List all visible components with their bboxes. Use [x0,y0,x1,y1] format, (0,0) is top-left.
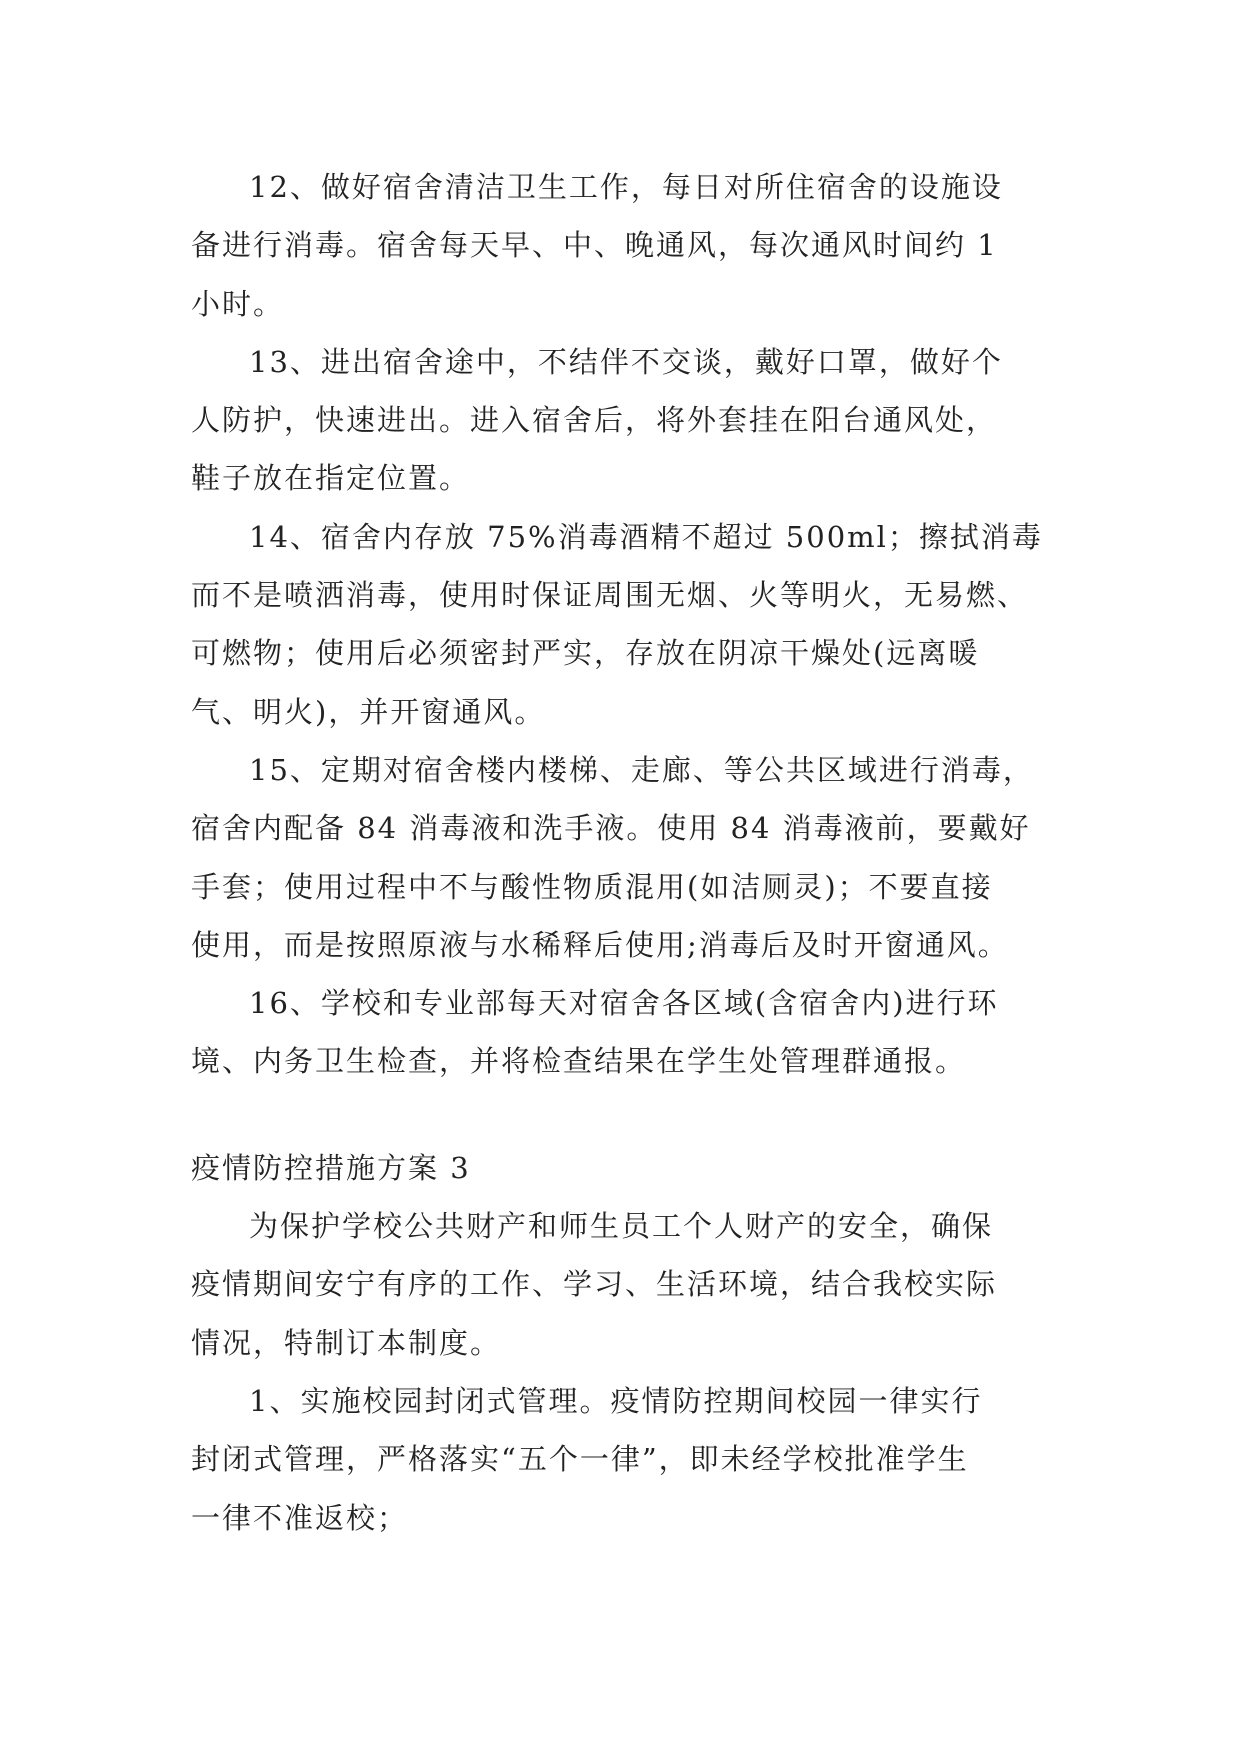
paragraph-intro [191,1197,1066,1372]
text-line: 1、实施校园封闭式管理。疫情防控期间校园一律实行 [249,1383,983,1418]
text-line: 备进行消毒。宿舍每天早、中、晚通风，每次通风时间约 1 [191,228,998,263]
text-line: 气、明火)，并开窗通风。 [191,694,546,729]
paragraph-item-1 [191,1372,1066,1547]
text-line: 为保护学校公共财产和师生员工个人财产的安全，确保 [249,1209,994,1244]
text-line: 小时。 [191,286,285,321]
document-body [191,158,1066,1547]
text-line: 13、进出宿舍途中，不结伴不交谈，戴好口罩，做好个 [249,344,1003,379]
text-line: 境、内务卫生检查，并将检查结果在学生处管理群通报。 [191,1044,967,1079]
text-line: 12、做好宿舍清洁卫生工作，每日对所住宿舍的设施设 [249,170,1003,204]
text-line: 封闭式管理，严格落实“五个一律”，即未经学校批准学生 [191,1442,969,1477]
text-line: 手套；使用过程中不与酸性物质混用(如洁厕灵)；不要直接 [191,869,993,904]
paragraph-item-13 [191,333,1066,508]
text-line: 16、学校和专业部每天对宿舍各区域(含宿舍内)进行环 [249,986,999,1021]
paragraph-item-16 [191,974,1066,1091]
section-title: 疫情防控措施方案 3 [191,1150,471,1185]
text-line: 使用，而是按照原液与水稀释后使用;消毒后及时开窗通风。 [191,927,1009,962]
text-line: 而不是喷洒消毒，使用时保证周围无烟、火等明火，无易燃、 [191,578,1029,613]
text-line: 14、宿舍内存放 75%消毒酒精不超过 500ml；擦拭消毒 [249,519,1043,554]
text-line: 鞋子放在指定位置。 [191,461,471,496]
text-line: 可燃物；使用后必须密封严实，存放在阴凉干燥处(远离暖 [191,636,980,671]
text-line: 宿舍内配备 84 消毒液和洗手液。使用 84 消毒液前，要戴好 [191,811,1031,846]
text-line: 15、定期对宿舍楼内楼梯、走廊、等公共区域进行消毒， [249,752,1034,787]
paragraph-item-14 [191,508,1066,741]
text-line: 情况，特制订本制度。 [191,1325,502,1360]
paragraph-item-12 [191,158,1066,333]
text-line: 一律不准返校； [191,1500,409,1535]
text-line: 人防护，快速进出。进入宿舍后，将外套挂在阳台通风处， [191,403,998,438]
text-line: 疫情期间安宁有序的工作、学习、生活环境，结合我校实际 [191,1267,998,1302]
paragraph-item-15 [191,741,1066,974]
